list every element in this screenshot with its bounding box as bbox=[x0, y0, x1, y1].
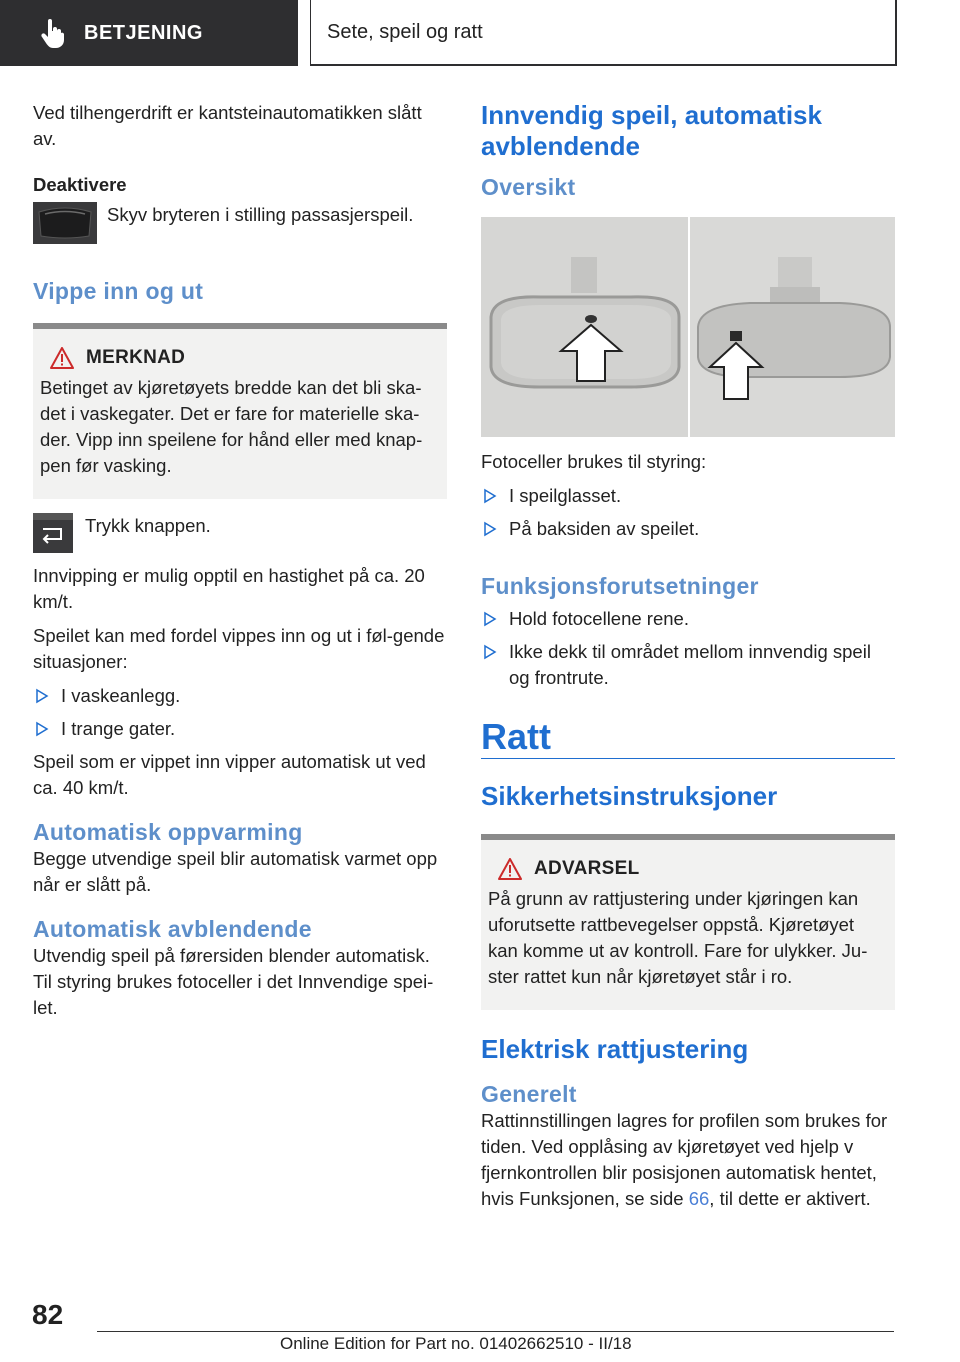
list-item-text: I vaskeanlegg. bbox=[61, 685, 181, 706]
deactivate-heading: Deaktivere bbox=[33, 174, 127, 195]
warning-text: På grunn av rattjustering under kjøringen kan uforutsette rattbevegelser oppstå. Kjøretøyet kan komme ut av kontroll. Fare for ulykker. Ju-ster rattet kun når kjøretøyet står i ro. bbox=[488, 888, 868, 987]
fold-speed-text: Innvipping er mulig opptil en hastighet på ca. 20 km/t. bbox=[33, 565, 425, 612]
triangle-bullet-icon bbox=[483, 519, 497, 539]
footer-rule bbox=[97, 1331, 894, 1332]
general-text bbox=[481, 1108, 895, 1212]
list-item-text: I trange gater. bbox=[61, 718, 176, 739]
fold-heading: Vippe inn og ut bbox=[33, 278, 204, 304]
photocell-list bbox=[481, 483, 895, 542]
warning-triangle-icon bbox=[50, 347, 74, 369]
deactivate-row bbox=[33, 202, 447, 244]
dimming-heading: Automatisk avblendende bbox=[33, 916, 312, 942]
page-number: 82 bbox=[32, 1299, 64, 1330]
note-box bbox=[33, 323, 447, 499]
press-text: Trykk knappen. bbox=[85, 515, 211, 536]
general-text-end: , til dette er aktivert. bbox=[709, 1188, 871, 1209]
mirror-photo bbox=[481, 217, 895, 437]
warning-header bbox=[488, 858, 887, 880]
general-text-start: Rattinnstillingen lagres for profilen som brukes for tiden. Ved opplåsing av kjøretøyet ved hjelp v fjernkontrollen blir posisjonen automatisk hentet, hvis Funksjonen, se side bbox=[481, 1110, 888, 1209]
list-item bbox=[481, 606, 895, 632]
list-item bbox=[481, 639, 895, 691]
triangle-bullet-icon bbox=[35, 719, 49, 739]
intro-paragraph: Ved tilhengerdrift er kantsteinautomatikken slått av. bbox=[33, 102, 422, 149]
section-label: BETJENING bbox=[84, 21, 203, 44]
chapter-title-box bbox=[310, 0, 897, 66]
photocell-text: Fotoceller brukes til styring: bbox=[481, 451, 707, 472]
wheel-heading: Ratt bbox=[481, 716, 551, 757]
triangle-bullet-icon bbox=[483, 609, 497, 629]
general-heading: Generelt bbox=[481, 1081, 577, 1107]
triangle-bullet-icon bbox=[483, 486, 497, 506]
page-reference-link[interactable]: 66 bbox=[688, 1188, 710, 1209]
warning-box bbox=[481, 834, 895, 1010]
list-item-text: I speilglasset. bbox=[509, 485, 622, 506]
electric-heading: Elektrisk rattjustering bbox=[481, 1034, 749, 1064]
prereq-heading: Funksjonsforutsetninger bbox=[481, 573, 759, 599]
note-header bbox=[40, 347, 439, 369]
list-item-text: Ikke dekk til området mellom innvendig speil og frontrute. bbox=[509, 641, 871, 688]
chapter-title: Sete, speil og ratt bbox=[327, 20, 483, 43]
fold-auto-text: Speil som er vippet inn vipper automatisk ut ved ca. 40 km/t. bbox=[33, 751, 426, 798]
mirror-switch-icon bbox=[33, 202, 97, 244]
mirror-front-image bbox=[481, 217, 688, 437]
list-item bbox=[33, 716, 447, 742]
right-column bbox=[481, 100, 895, 1220]
list-item bbox=[481, 483, 895, 509]
triangle-bullet-icon bbox=[483, 642, 497, 662]
edition-text: Online Edition for Part no. 01402662510 - II/18 bbox=[280, 1334, 632, 1353]
dimming-text: Utvendig speil på førersiden blender automatisk. Til styring brukes fotoceller i det Innvendige spei-let. bbox=[33, 945, 434, 1018]
heating-text: Begge utvendige speil blir automatisk varmet opp når er slått på. bbox=[33, 848, 438, 895]
warning-triangle-icon bbox=[498, 858, 522, 880]
triangle-bullet-icon bbox=[35, 686, 49, 706]
page-header bbox=[0, 0, 960, 66]
fold-advantage-text: Speilet kan med fordel vippes inn og ut i føl-gende situasjoner: bbox=[33, 625, 445, 672]
mirror-fold-button-icon bbox=[33, 513, 73, 553]
warning-title: ADVARSEL bbox=[534, 858, 640, 879]
list-item-text: Hold fotocellene rene. bbox=[509, 608, 689, 629]
mirror-back-image bbox=[690, 217, 895, 437]
list-item bbox=[481, 516, 895, 542]
left-column bbox=[33, 100, 447, 1029]
wheel-heading-rule bbox=[481, 716, 895, 759]
mirror-heading: Innvendig speil, automatisk avblendende bbox=[481, 100, 822, 161]
hand-pointer-icon bbox=[38, 18, 68, 48]
press-row bbox=[33, 513, 447, 553]
note-title: MERKNAD bbox=[86, 347, 186, 368]
section-tab bbox=[0, 0, 298, 66]
list-item-text: På baksiden av speilet. bbox=[509, 518, 700, 539]
heating-heading: Automatisk oppvarming bbox=[33, 819, 303, 845]
fold-list bbox=[33, 683, 447, 742]
overview-heading: Oversikt bbox=[481, 174, 576, 200]
prereq-list bbox=[481, 606, 895, 691]
note-text: Betinget av kjøretøyets bredde kan det bli ska-det i vaskegater. Det er fare for materielle ska-der. Vipp inn speilene for hånd eller med knap-pen før vasking. bbox=[40, 377, 423, 476]
list-item bbox=[33, 683, 447, 709]
safety-heading: Sikkerhetsinstruksjoner bbox=[481, 781, 778, 811]
deactivate-text: Skyv bryteren i stilling passasjerspeil. bbox=[107, 204, 414, 225]
